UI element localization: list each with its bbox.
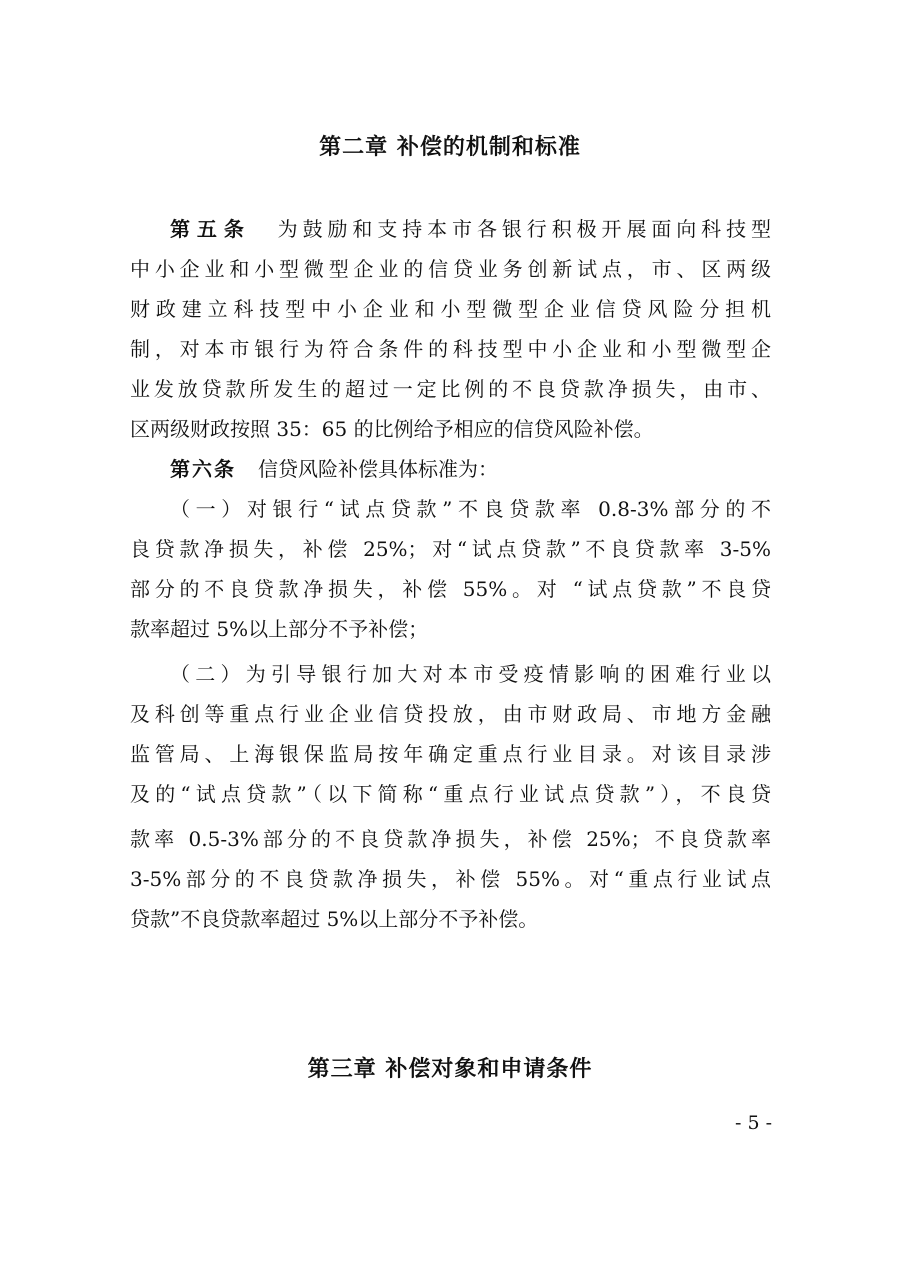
article-6-line-1 [170,455,771,483]
item-1-line-3: 部分的不良贷款净损失，补偿 55%。对 “试点贷款”不良贷 [130,577,771,601]
chapter-3-heading: 第三章 补偿对象和申请条件 [307,1057,593,1082]
article-5-line-4: 制，对本市银行为符合条件的科技型中小企业和小型微型企 [130,337,771,361]
article-5-line-6: 区两级财政按照 35：65 的比例给予相应的信贷风险补偿。 [130,417,654,441]
article-5-line-1 [170,215,771,243]
page-number: - 5 - [734,1112,772,1134]
item-2-line-1: （二）为引导银行加大对本市受疫情影响的困难行业以 [170,662,771,686]
item-2-line-5: 款率 0.5-3%部分的不良贷款净损失，补偿 25%；不良贷款率 [130,827,771,851]
item-2-line-6: 3-5%部分的不良贷款净损失，补偿 55%。对“重点行业试点 [130,867,771,891]
article-5-line-3: 财政建立科技型中小企业和小型微型企业信贷风险分担机 [130,297,771,321]
chapter-2-heading: 第二章 补偿的机制和标准 [319,135,581,160]
article-5-line-2: 中小企业和小型微型企业的信贷业务创新试点，市、区两级 [130,257,771,281]
article-5-text-1: 为鼓励和支持本市各银行积极开展面向科技型 [272,217,772,241]
item-2-line-2: 及科创等重点行业企业信贷投放，由市财政局、市地方金融 [130,702,771,726]
item-1-line-1: （一）对银行“试点贷款”不良贷款率 0.8-3%部分的不 [170,497,771,521]
item-2-line-4: 及的“试点贷款”（以下简称“重点行业试点贷款”），不良贷 [130,782,771,806]
item-1-line-4: 款率超过 5%以上部分不予补偿； [130,617,429,641]
article-6-intro: 信贷风险补偿具体标准为： [258,457,498,481]
item-1-line-2: 良贷款净损失，补偿 25%；对“试点贷款”不良贷款率 3-5% [130,537,771,561]
article-6-label: 第六条 [170,457,236,481]
article-5-label: 第五条 [170,217,251,241]
article-5-line-5: 业发放贷款所发生的超过一定比例的不良贷款净损失，由市、 [130,377,771,401]
item-2-line-7: 贷款”不良贷款率超过 5%以上部分不予补偿。 [130,907,539,931]
item-2-line-3: 监管局、上海银保监局按年确定重点行业目录。对该目录涉 [130,742,771,766]
